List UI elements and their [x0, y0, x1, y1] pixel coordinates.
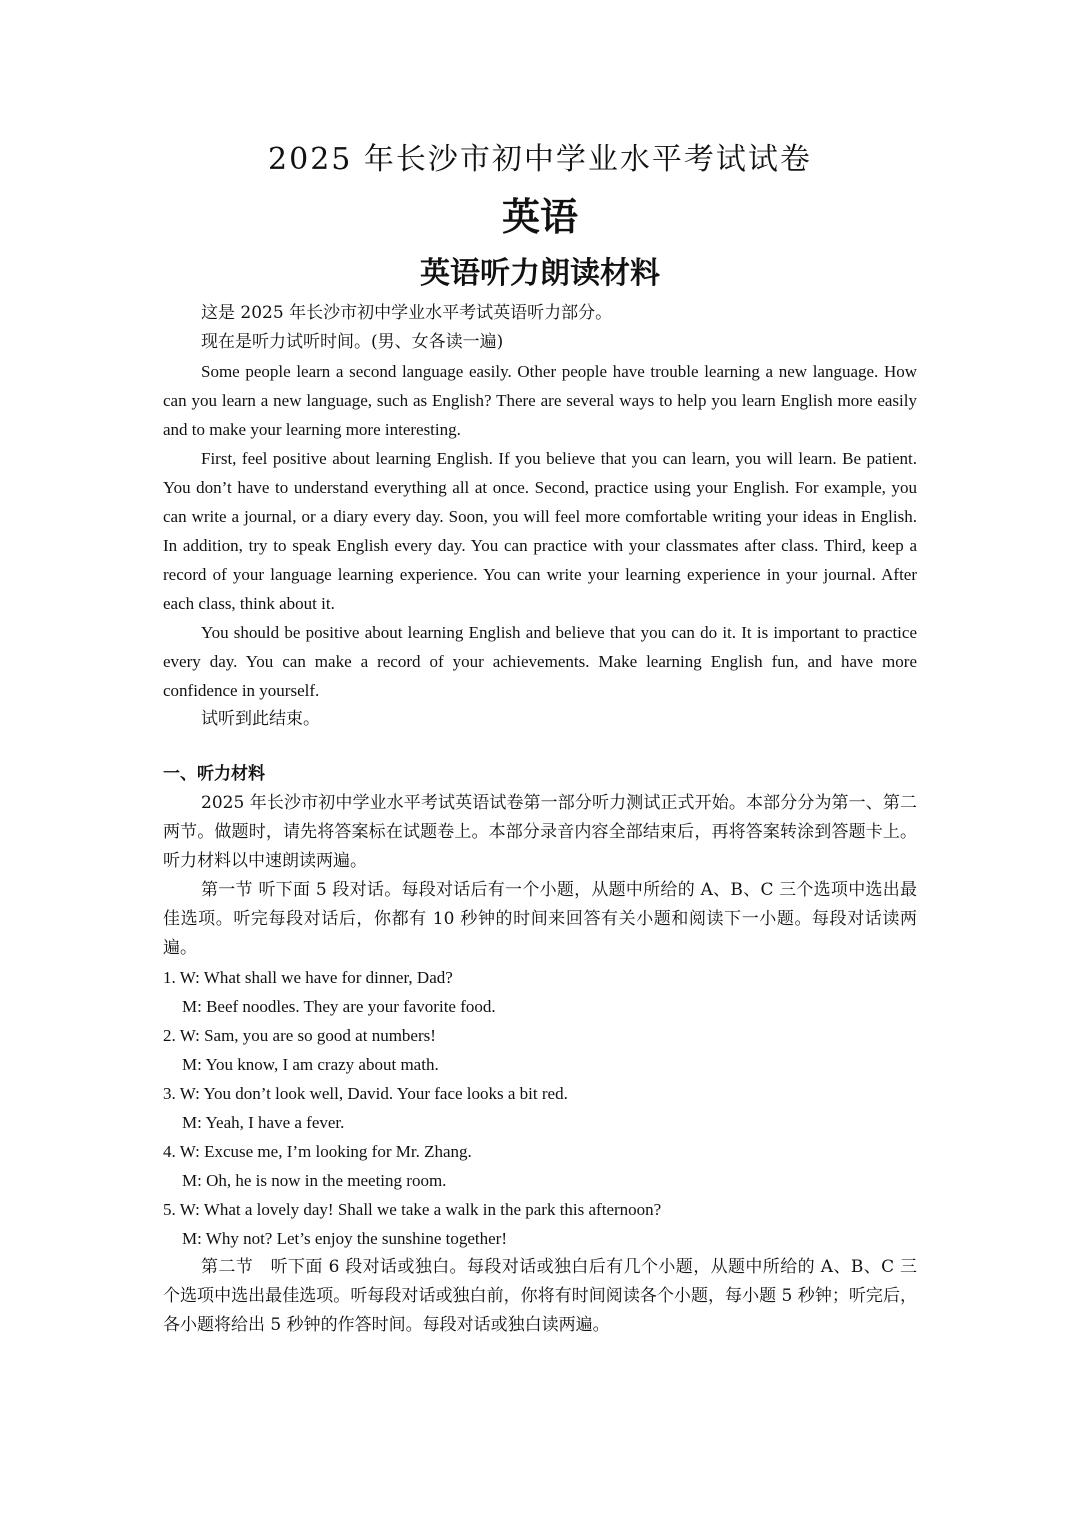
dialogue-woman-line: 2. W: Sam, you are so good at numbers!	[163, 1026, 436, 1045]
material-title: 英语听力朗读材料	[420, 256, 660, 291]
trial-paragraph: First, feel positive about learning English. If you believe that you can learn, you will learn. Be patient. You don’t have to understand everything all at once. Second, practice using your English. For example, you can write a journal, or a diary every day. Soon, you will feel more comfortable writing your ideas in English. In addition, try to speak English every day. You can practice with your classmates after class. Third, keep a record of your language learning experience. You can write your learning experience in your journal. After each class, think about it.	[163, 449, 917, 613]
dialogue-woman-line: 1. W: What shall we have for dinner, Dad?	[163, 968, 453, 987]
dialogue-man-line: M: Why not? Let’s enjoy the sunshine together!	[182, 1229, 507, 1248]
trial-intro-line-2: 现在是听力试听时间。(男、女各读一遍)	[201, 332, 504, 352]
trial-end-text: 试听到此结束。	[201, 709, 320, 729]
section-intro: 2025 年长沙市初中学业水平考试英语试卷第一部分听力测试正式开始。本部分分为第一、第二两节。做题时，请先将答案标在试题卷上。本部分录音内容全部结束后，再将答案转涂到答题卡上。听力材料以中速朗读两遍。	[163, 793, 917, 871]
part1-intro: 第一节 听下面 5 段对话。每段对话后有一个小题，从题中所给的 A、B、C 三个选项中选出最佳选项。听完每段对话后，你都有 10 秒钟的时间来回答有关小题和阅读下一小题。每段对话读两遍。	[163, 880, 917, 958]
document-body	[163, 299, 917, 1340]
dialogue-man-line: M: Yeah, I have a fever.	[182, 1113, 345, 1132]
section-spacer	[163, 734, 917, 759]
dialogue-man-line: M: You know, I am crazy about math.	[182, 1055, 439, 1074]
trial-paragraph: Some people learn a second language easily. Other people have trouble learning a new language. How can you learn a new language, such as English? There are several ways to help you learn English more easily and to make your learning more interesting.	[163, 362, 917, 439]
exam-title: 2025 年长沙市初中学业水平考试试卷	[268, 142, 812, 177]
section-heading: 一、听力材料	[163, 764, 265, 784]
dialogue-woman-line: 4. W: Excuse me, I’m looking for Mr. Zhang.	[163, 1142, 472, 1161]
trial-intro-line-1: 这是 2025 年长沙市初中学业水平考试英语听力部分。	[201, 303, 613, 323]
dialogue-man-line: M: Beef noodles. They are your favorite food.	[182, 997, 496, 1016]
part2-intro: 第二节 听下面 6 段对话或独白。每段对话或独白后有几个小题，从题中所给的 A、B、C 三个选项中选出最佳选项。听每段对话或独白前，你将有时间阅读各个小题，每小题 5 秒钟；听完后，各小题将给出 5 秒钟的作答时间。每段对话或独白读两遍。	[163, 1257, 917, 1335]
dialogue-woman-line: 3. W: You don’t look well, David. Your face looks a bit red.	[163, 1084, 568, 1103]
subject-title: 英语	[501, 195, 578, 239]
dialogue-woman-line: 5. W: What a lovely day! Shall we take a walk in the park this afternoon?	[163, 1200, 662, 1219]
trial-paragraph: You should be positive about learning English and believe that you can do it. It is important to practice every day. You can make a record of your achievements. Make learning English fun, and have more confidence in yourself.	[163, 623, 917, 700]
dialogue-man-line: M: Oh, he is now in the meeting room.	[182, 1171, 447, 1190]
